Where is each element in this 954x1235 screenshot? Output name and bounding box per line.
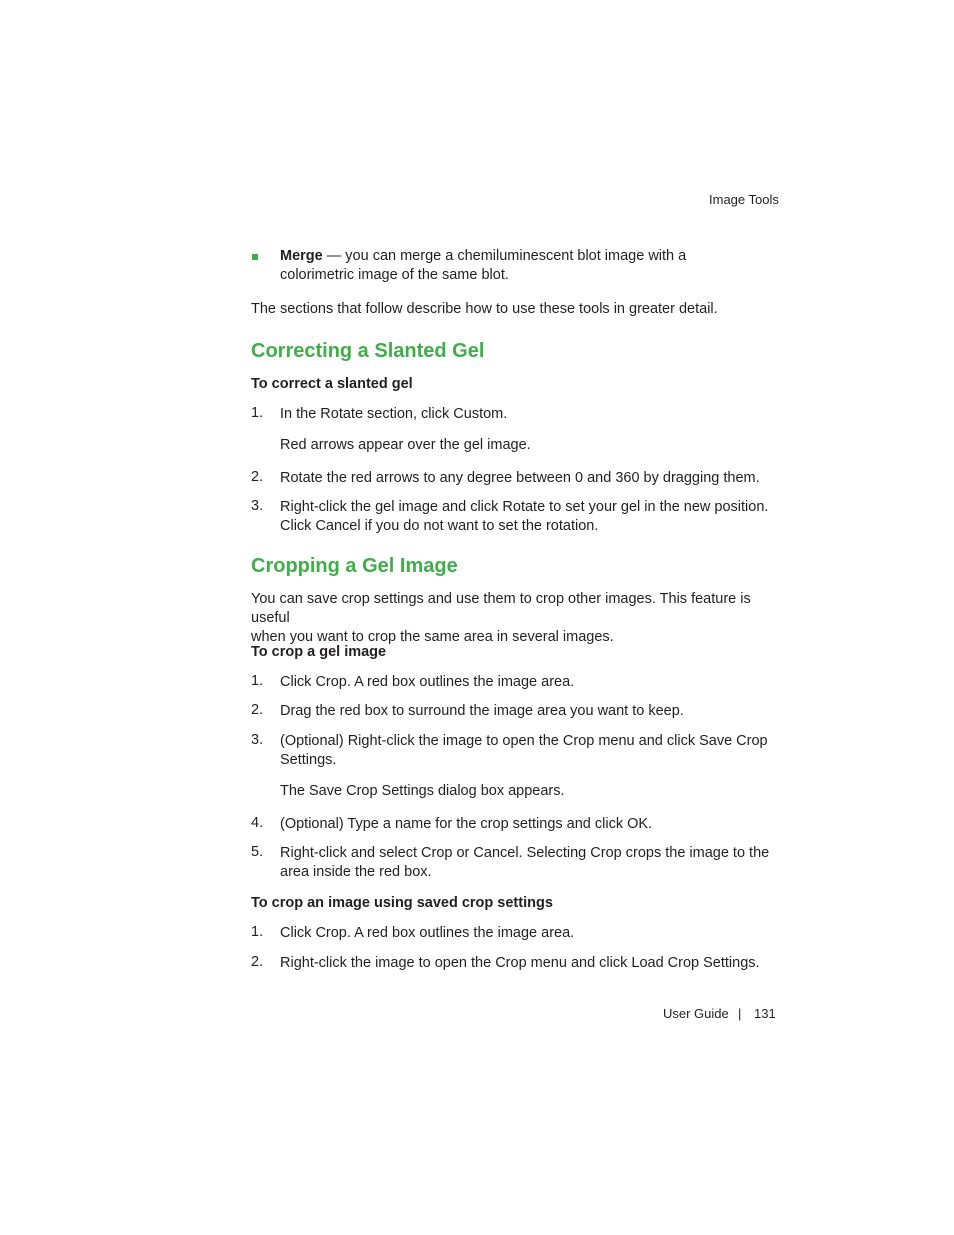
step-number: 3. <box>251 732 264 748</box>
step-text <box>280 732 775 770</box>
step-note: Red arrows appear over the gel image. <box>280 437 531 453</box>
bullet-text-line2: colorimetric image of the same blot. <box>280 267 509 283</box>
step-note: The Save Crop Settings dialog box appears. <box>280 783 565 799</box>
section-heading-cropping: Cropping a Gel Image <box>251 555 458 577</box>
procedure-heading-correct-slanted: To correct a slanted gel <box>251 376 413 392</box>
bullet-text: you can merge a chemiluminescent blot image with a <box>345 248 687 264</box>
bullet-term: Merge <box>280 248 323 264</box>
footer-guide-label: User Guide <box>663 1006 729 1021</box>
cropping-paragraph <box>251 590 776 647</box>
bullet-dash: — <box>322 248 346 264</box>
step-number: 4. <box>251 815 264 831</box>
page-number: 131 <box>754 1006 776 1021</box>
running-header: Image Tools <box>709 192 779 207</box>
step-text: Rotate the red arrows to any degree between 0 and 360 by dragging them. <box>280 470 760 486</box>
step-number: 2. <box>251 702 264 718</box>
intro-paragraph: The sections that follow describe how to use these tools in greater detail. <box>251 301 718 317</box>
bullet-marker <box>252 254 258 260</box>
step-text: Click Crop. A red box outlines the image area. <box>280 925 575 941</box>
step-text: In the Rotate section, click Custom. <box>280 406 508 422</box>
step-text: Click Crop. A red box outlines the image area. <box>280 674 575 690</box>
step-number: 1. <box>251 405 264 421</box>
step-number: 5. <box>251 844 264 860</box>
step-number: 1. <box>251 924 264 940</box>
step-text-line2: Settings. <box>280 752 337 768</box>
step-number: 1. <box>251 673 264 689</box>
step-text <box>280 498 775 536</box>
procedure-heading-saved-settings: To crop an image using saved crop settings <box>251 895 553 911</box>
bullet-item <box>280 247 775 285</box>
step-text <box>280 844 775 882</box>
step-number: 2. <box>251 469 264 485</box>
step-text-line2: area inside the red box. <box>280 864 432 880</box>
section-heading-slanted-gel: Correcting a Slanted Gel <box>251 340 485 362</box>
step-number: 2. <box>251 954 264 970</box>
step-text-line1: Right-click the gel image and click Rotate to set your gel in the new position. <box>280 499 769 515</box>
step-text: (Optional) Type a name for the crop settings and click OK. <box>280 816 653 832</box>
paragraph-line2: when you want to crop the same area in several images. <box>251 629 614 645</box>
step-text: Drag the red box to surround the image area you want to keep. <box>280 703 684 719</box>
paragraph-line1: You can save crop settings and use them to crop other images. This feature is useful <box>251 591 751 626</box>
step-number: 3. <box>251 498 264 514</box>
procedure-heading-crop-gel: To crop a gel image <box>251 644 387 660</box>
step-text: Right-click the image to open the Crop menu and click Load Crop Settings. <box>280 955 760 971</box>
footer-separator: | <box>738 1006 742 1021</box>
step-text-line2: Click Cancel if you do not want to set the rotation. <box>280 518 599 534</box>
step-text-line1: Right-click and select Crop or Cancel. Selecting Crop crops the image to the <box>280 845 770 861</box>
step-text-line1: (Optional) Right-click the image to open the Crop menu and click Save Crop <box>280 733 768 749</box>
